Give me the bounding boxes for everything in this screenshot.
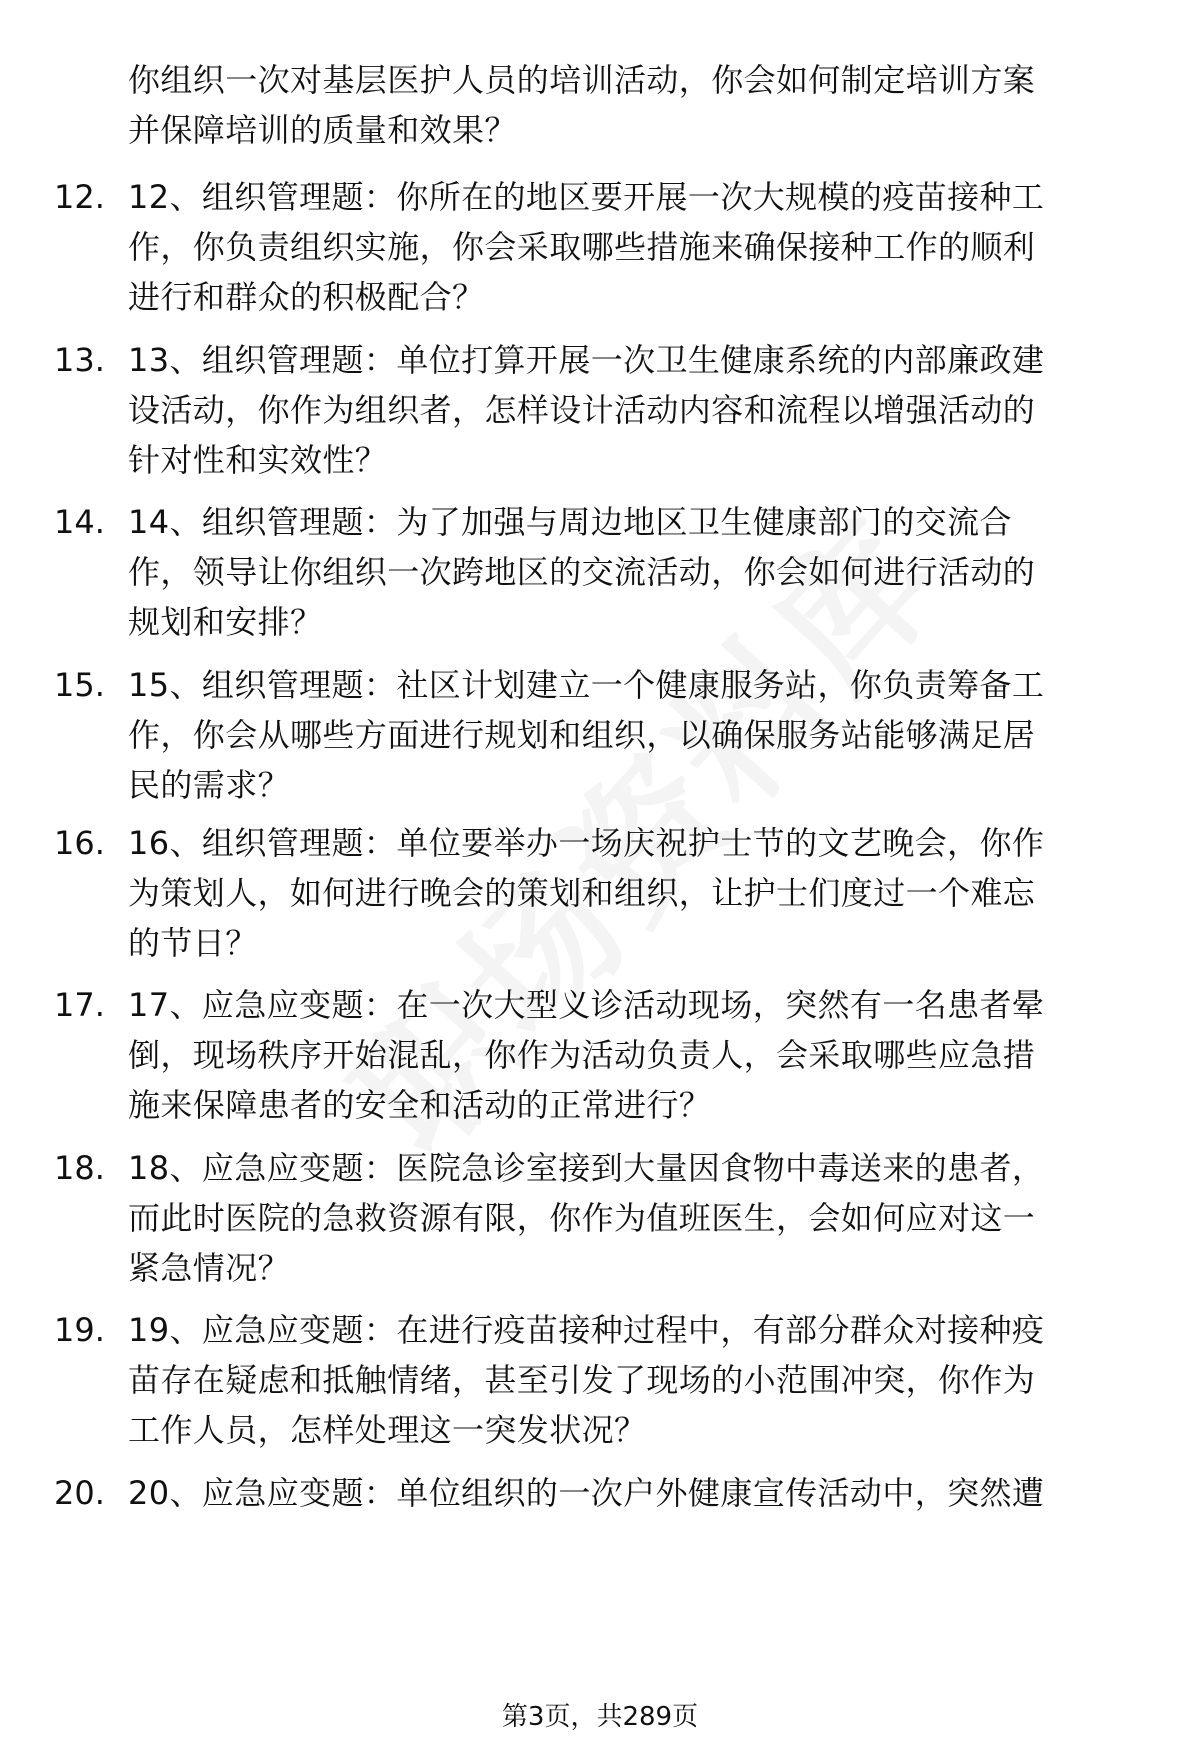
question-text [128,1468,1138,1518]
question-line: 的节日？ [128,924,258,962]
question-line: 16、组织管理题：单位要举办一场庆祝护士节的文艺晚会，你作 [128,824,1045,862]
question-line: 民的需求？ [128,766,291,804]
question-text [128,497,1138,647]
question-line: 倒，现场秩序开始混乱，你作为活动负责人，会采取哪些应急措 [128,1036,1036,1074]
question-line: 你组织一次对基层医护人员的培训活动，你会如何制定培训方案 [128,61,1036,99]
question-text [128,55,1138,155]
question-text [128,1305,1138,1455]
question-line: 规划和安排？ [128,603,323,641]
question-text [128,335,1138,485]
question-line: 进行和群众的积极配合？ [128,278,485,316]
question-line: 而此时医院的急救资源有限，你作为值班医生，会如何应对这一 [128,1199,1036,1237]
question-number: 18. [54,1149,105,1187]
question-number: 15. [54,666,105,704]
question-line: 苗存在疑虑和抵触情绪，甚至引发了现场的小范围冲突，你作为 [128,1361,1036,1399]
question-line: 18、应急应变题：医院急诊室接到大量因食物中毒送来的患者， [128,1149,1045,1187]
question-number: 19. [54,1311,105,1349]
question-text [128,818,1138,968]
question-line: 作，领导让你组织一次跨地区的交流活动，你会如何进行活动的 [128,553,1036,591]
question-line: 针对性和实效性？ [128,441,388,479]
question-number: 14. [54,503,105,541]
question-line: 设活动，你作为组织者，怎样设计活动内容和流程以增强活动的 [128,391,1036,429]
question-text [128,980,1138,1130]
question-line: 20、应急应变题：单位组织的一次户外健康宣传活动中，突然遭 [128,1474,1045,1512]
question-line: 工作人员，怎样处理这一突发状况？ [128,1411,647,1449]
question-text [128,172,1138,322]
question-number: 17. [54,986,105,1024]
question-line: 施来保障患者的安全和活动的正常进行？ [128,1086,712,1124]
question-line: 17、应急应变题：在一次大型义诊活动现场，突然有一名患者晕 [128,986,1045,1024]
page-number-label: 第3页，共289页 [501,1702,699,1732]
question-line: 14、组织管理题：为了加强与周边地区卫生健康部门的交流合 [128,503,1012,541]
question-number: 20. [54,1474,105,1512]
question-line: 12、组织管理题：你所在的地区要开展一次大规模的疫苗接种工 [128,178,1045,216]
question-text [128,1143,1138,1293]
question-line: 15、组织管理题：社区计划建立一个健康服务站，你负责筹备工 [128,666,1045,704]
question-line: 为策划人，如何进行晚会的策划和组织，让护士们度过一个难忘 [128,874,1036,912]
question-line: 19、应急应变题：在进行疫苗接种过程中，有部分群众对接种疫 [128,1311,1045,1349]
question-line: 并保障培训的质量和效果？ [128,111,517,149]
question-number: 13. [54,341,105,379]
question-line: 作，你负责组织实施，你会采取哪些措施来确保接种工作的顺利 [128,228,1036,266]
question-number: 12. [54,178,105,216]
question-text [128,660,1138,810]
question-line: 作，你会从哪些方面进行规划和组织，以确保服务站能够满足居 [128,716,1036,754]
question-number: 16. [54,824,105,862]
question-line: 13、组织管理题：单位打算开展一次卫生健康系统的内部廉政建 [128,341,1045,379]
page-footer [0,1697,1200,1737]
question-line: 紧急情况？ [128,1249,291,1287]
